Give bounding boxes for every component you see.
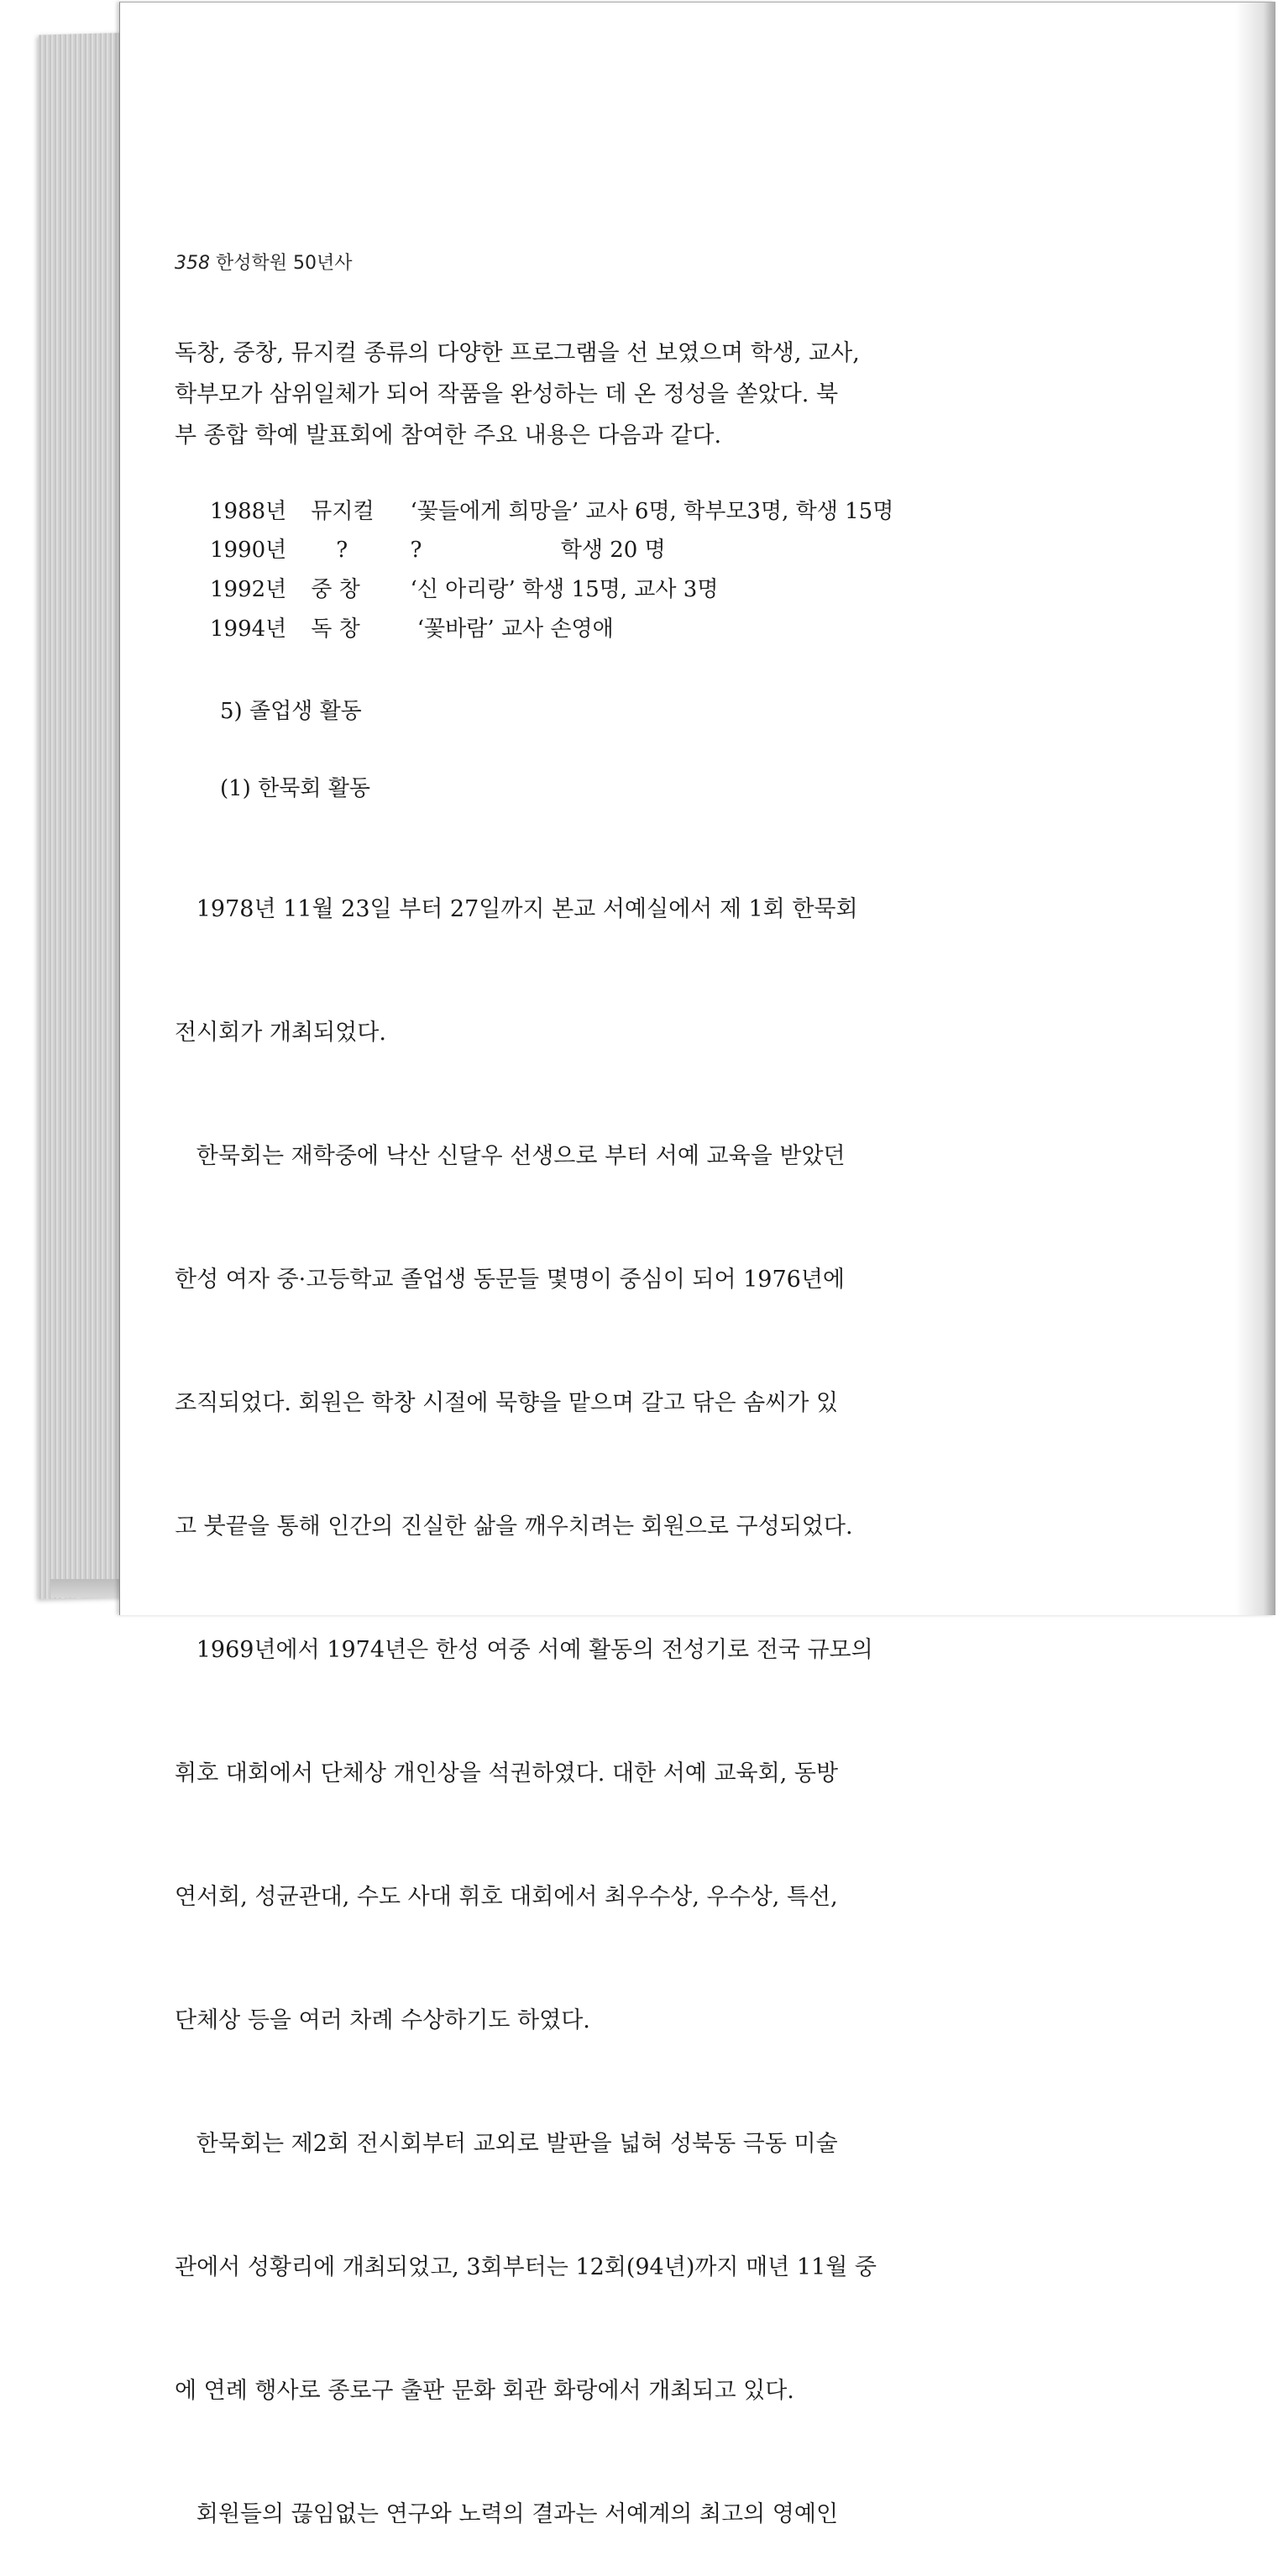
performance-detail: ? 학생 20 명 [410, 538, 666, 563]
performance-detail: ‘꽃들에게 희망을’ 교사 6명, 학부모3명, 학생 15명 [410, 499, 894, 524]
performance-kind: 중 창 [311, 577, 360, 602]
subsection-heading: (1) 한묵회 활동 [220, 776, 370, 801]
performance-year: 1994년 [210, 616, 287, 642]
performance-row [210, 533, 666, 564]
performance-row [210, 572, 718, 603]
text-line: 조직되었다. 회원은 학창 시절에 묵향을 맡으며 갈고 닦은 솜씨가 있 [175, 1390, 839, 1416]
body-paragraphs [175, 806, 947, 2576]
book-title: 한성학원 50년사 [216, 253, 353, 274]
text-line: 부 종합 학예 발표회에 참여한 주요 내용은 다음과 같다. [175, 422, 722, 449]
text-line: 전시회가 개최되었다. [175, 1020, 386, 1046]
text-line: 1978년 11월 23일 부터 27일까지 본교 서예실에서 제 1회 한묵회 [175, 896, 858, 922]
text-line: 관에서 성황리에 개최되었고, 3회부터는 12회(94년)까지 매년 11월 중 [175, 2254, 877, 2280]
performance-year: 1992년 [210, 577, 287, 602]
performance-kind: 뮤지컬 [311, 499, 374, 524]
performance-kind: ? [336, 538, 348, 563]
text-line: 한묵회는 재학중에 낙산 신달우 선생으로 부터 서예 교육을 받았던 [175, 1143, 846, 1169]
intro-paragraph [175, 333, 947, 456]
text-line: 단체상 등을 여러 차례 수상하기도 하였다. [175, 2007, 590, 2033]
performance-year: 1990년 [210, 538, 287, 563]
text-line: 1969년에서 1974년은 한성 여중 서예 활동의 전성기로 전국 규모의 [175, 1637, 873, 1663]
text-line: 한성 여자 중·고등학교 졸업생 동문들 몇명이 중심이 되어 1976년에 [175, 1267, 846, 1293]
performance-row [210, 611, 614, 643]
section-heading: 5) 졸업생 활동 [220, 699, 362, 724]
performance-year: 1988년 [210, 499, 287, 524]
text-line: 학부모가 삼위일체가 되어 작품을 완성하는 데 온 정성을 쏟았다. 북 [175, 381, 839, 407]
text-line: 회원들의 끊임없는 연구와 노력의 결과는 서예계의 최고의 영예인 [175, 2501, 839, 2527]
text-line: 휘호 대회에서 단체상 개인상을 석권하였다. 대한 서예 교육회, 동방 [175, 1760, 839, 1786]
running-header [175, 249, 353, 275]
page-gutter-shadow [1235, 3, 1275, 1615]
performance-detail: ‘꽃바람’ 교사 손영애 [410, 616, 614, 642]
performance-kind: 독 창 [311, 616, 360, 642]
text-line: 에 연례 행사로 종로구 출판 문화 회관 화랑에서 개최되고 있다. [175, 2378, 794, 2404]
text-line: 독창, 중창, 뮤지컬 종류의 다양한 프로그램을 선 보였으며 학생, 교사, [175, 340, 860, 366]
page-number: 358 [175, 253, 210, 274]
performance-row [210, 494, 893, 525]
text-line: 고 붓끝을 통해 인간의 진실한 삶을 깨우치려는 회원으로 구성되었다. [175, 1514, 853, 1540]
text-line: 한묵회는 제2회 전시회부터 교외로 발판을 넓혀 성북동 극동 미술 [175, 2131, 838, 2157]
text-line: 연서회, 성균관대, 수도 사대 휘호 대회에서 최우수상, 우수상, 특선, [175, 1884, 838, 1910]
performance-detail: ‘신 아리랑’ 학생 15명, 교사 3명 [410, 577, 719, 602]
